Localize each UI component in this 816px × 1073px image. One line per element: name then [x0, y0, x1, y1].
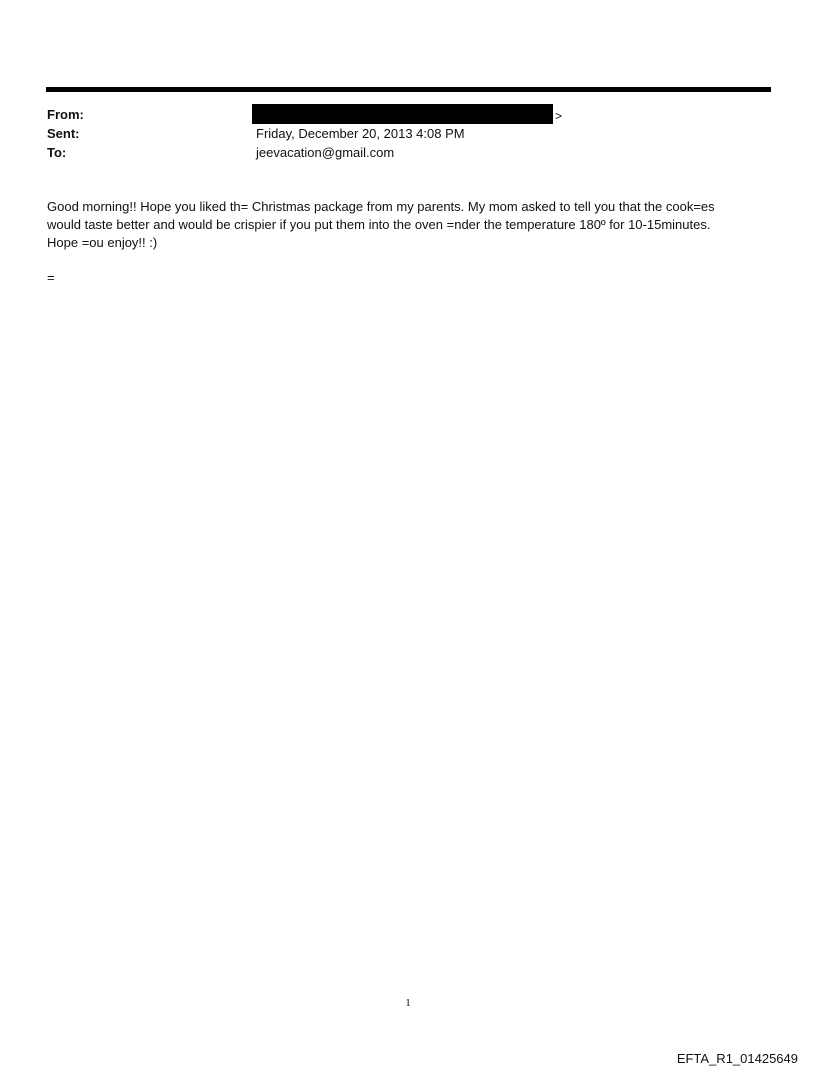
email-body — [47, 198, 769, 252]
email-body-line: would taste better and would be crispier if you put them into the oven =nder the temperature 180º for 10-15minutes. — [47, 217, 711, 232]
sent-row — [47, 124, 767, 143]
from-label: From: — [47, 107, 84, 122]
sent-label: Sent: — [47, 126, 80, 141]
to-row — [47, 143, 767, 162]
email-body-line: Hope =ou enjoy!! :) — [47, 235, 158, 250]
email-body-trailing: = — [47, 270, 55, 285]
from-redaction-box — [252, 104, 553, 124]
from-value-suffix: > — [555, 109, 563, 123]
to-value: jeevacation@gmail.com — [256, 145, 395, 160]
email-body-line: Good morning!! Hope you liked th= Christmas package from my parents. My mom asked to tell you that the cook=es — [47, 199, 715, 214]
sent-value: Friday, December 20, 2013 4:08 PM — [256, 126, 465, 141]
header-divider-rule — [46, 87, 771, 92]
to-label: To: — [47, 145, 67, 160]
page-number: 1 — [405, 997, 411, 1009]
document-id: EFTA_R1_01425649 — [676, 1051, 798, 1066]
